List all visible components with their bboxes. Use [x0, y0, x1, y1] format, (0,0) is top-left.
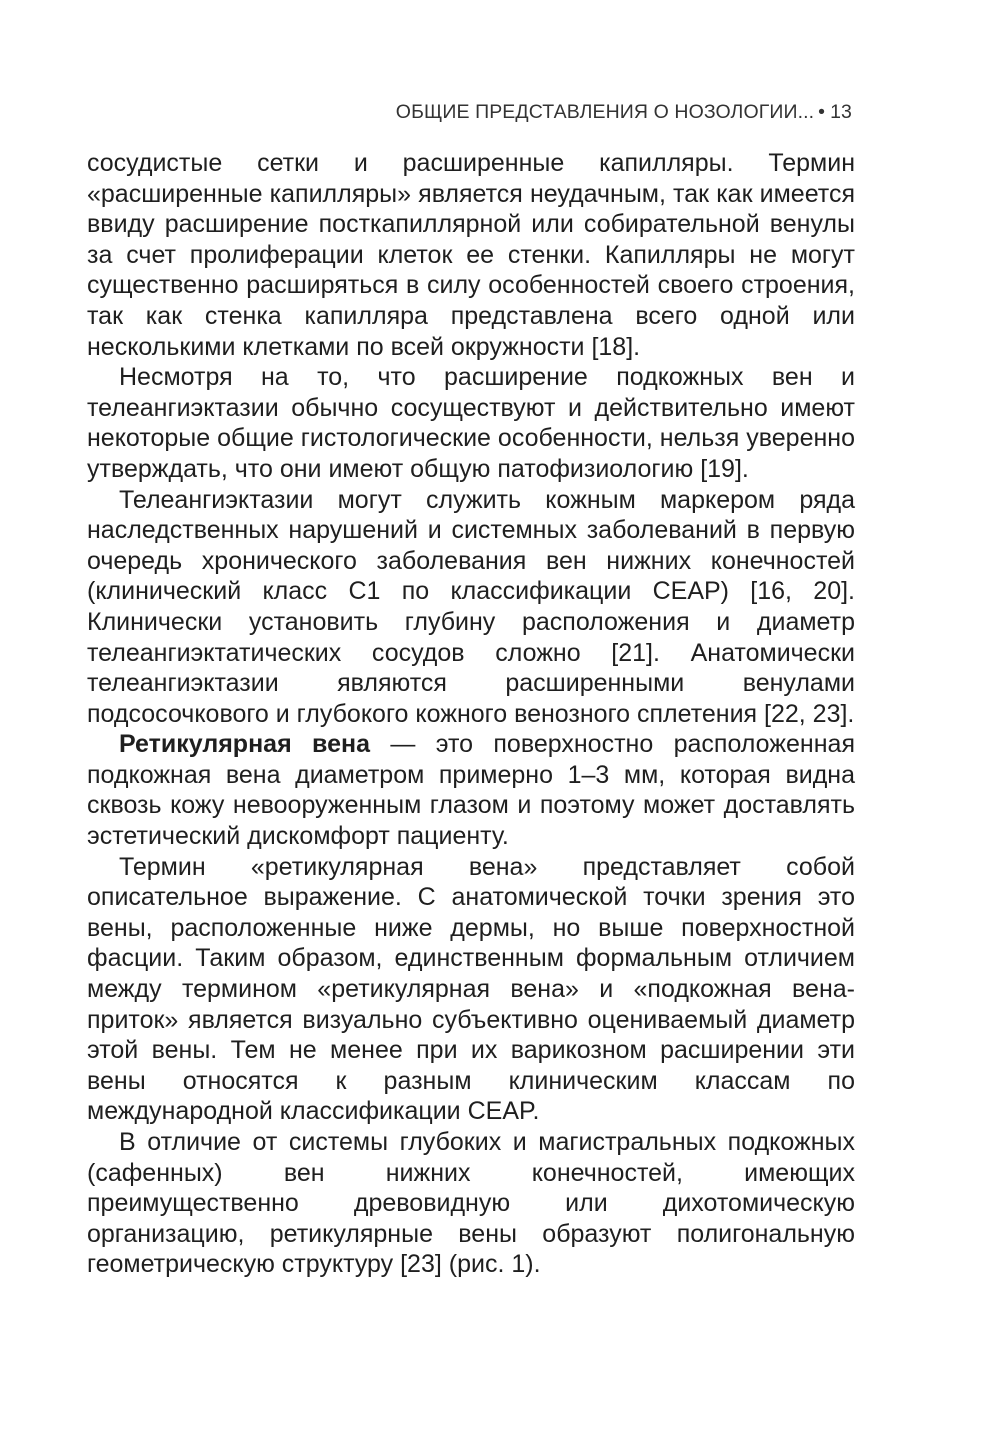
paragraph-structure: В отличие от системы глубоких и магистральных подкожных (сафенных) вен нижних конечностей, имеющих преимущественно древовидную или дихотомическую организацию, ретикулярные вены образуют полигональную геометрическую структуру [23] (рис. 1). — [87, 1128, 855, 1279]
running-header — [396, 101, 852, 124]
page-number: 13 — [830, 101, 852, 123]
paragraph-histology: Несмотря на то, что расширение подкожных вен и телеангиэктазии обычно сосуществуют и действительно имеют некоторые общие гистологические особенности, нельзя уверенно утверждать, что они имеют общую патофизиологию [19]. — [87, 363, 855, 483]
defined-term: Ретикулярная вена — [119, 730, 370, 759]
running-title: ОБЩИЕ ПРЕДСТАВЛЕНИЯ О НОЗОЛОГИИ... — [395, 101, 815, 123]
definition-text: — это поверхностно расположенная подкожная вена диаметром примерно 1–3 мм, которая видна сквозь кожу невооруженным глазом и поэтому может доставлять эстетический дискомфорт пациенту. — [87, 730, 855, 851]
paragraph-term-description: Термин «ретикулярная вена» представляет собой описательное выражение. С анатомической точки зрения это вены, расположенные ниже дермы, но выше поверхностной фасции. Таким образом, единственным формальным отличием между термином «ретикулярная вена» и «подкожная вена-приток» является визуально субъективно оцениваемый диаметр этой вены. Тем не менее при их варикозном расширении эти вены относятся к разным клиническим классам по международной классификации CEAP. — [87, 852, 855, 1126]
page-body — [87, 148, 855, 1280]
paragraph-reticular-vein-definition — [87, 729, 855, 851]
header-separator: • — [818, 101, 826, 123]
paragraph-telangiectasia: Телеангиэктазии могут служить кожным маркером ряда наследственных нарушений и системных заболеваний в первую очередь хронического заболевания вен нижних конечностей (клинический класс C1 по классификации CEAP) [16, 20]. Клинически установить глубину расположения и диаметр телеангиэктатических сосудов сложно [21]. Анатомически телеангиэктазии являются расширенными венулами подсосочкового и глубокого кожного венозного сплетения [22, 23]. — [87, 485, 855, 728]
paragraph-continuation: сосудистые сетки и расширенные капилляры. Термин «расширенные капилляры» является неудачным, так как имеется ввиду расширение посткапиллярной или собирательной венулы за счет пролиферации клеток ее стенки. Капилляры не могут существенно расширяться в силу особенностей своего строения, так как стенка капилляра представлена всего одной или несколькими клетками по всей окружности [18]. — [87, 149, 855, 361]
